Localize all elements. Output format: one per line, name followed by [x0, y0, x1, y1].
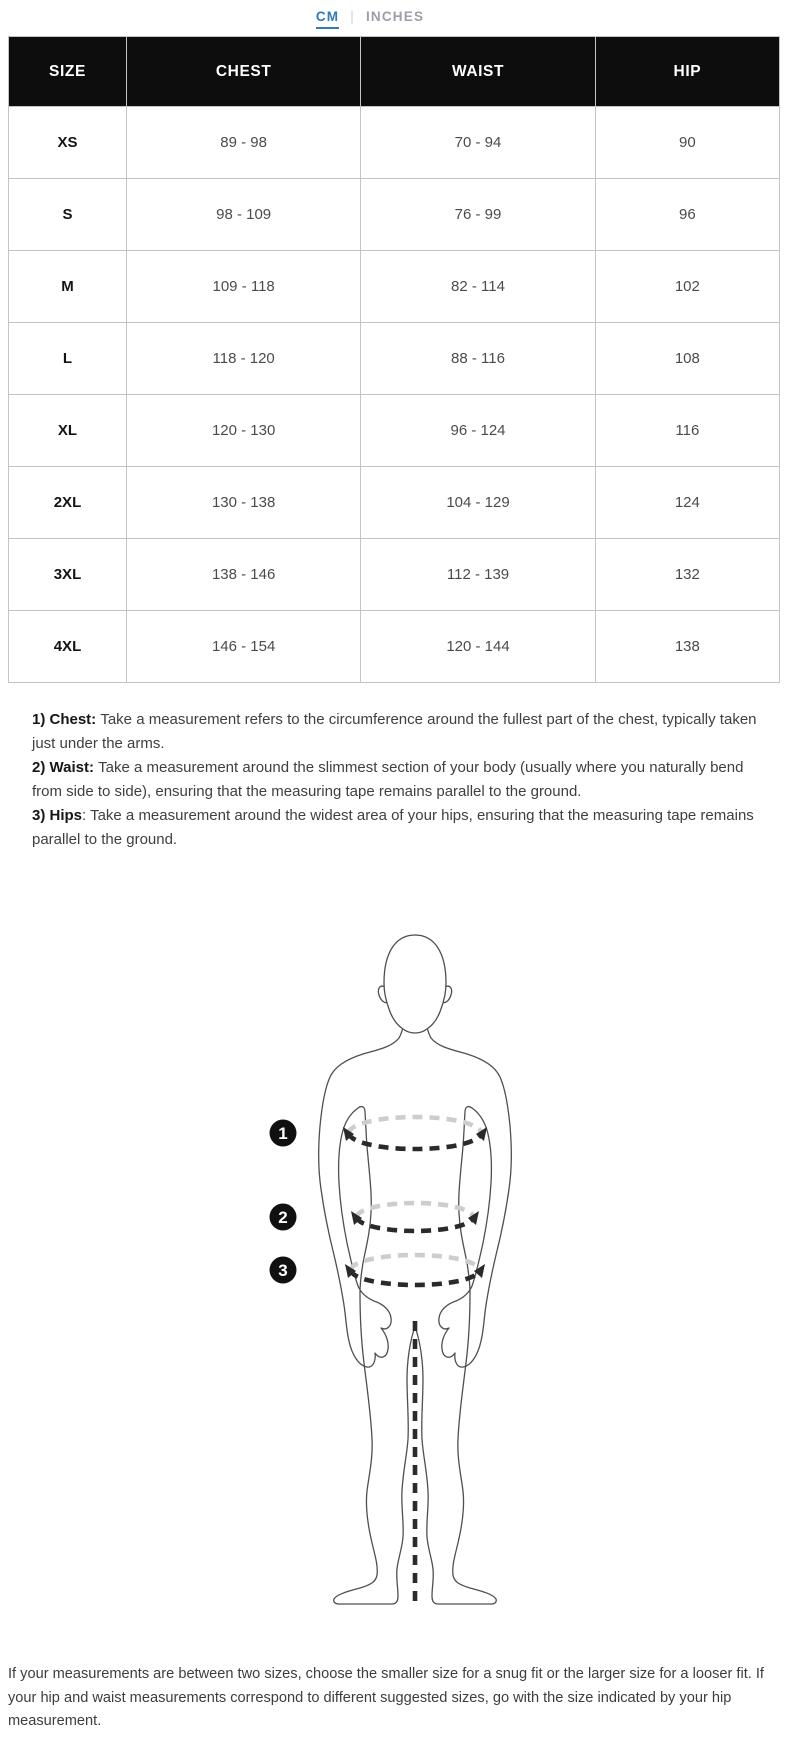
- hip-cell: 108: [595, 323, 779, 395]
- header-waist: WAIST: [361, 37, 595, 107]
- instruction-hips-text: : Take a measurement around the widest area of your hips, ensuring that the measuring tape remains parallel to the ground.: [32, 807, 754, 848]
- hip-ellipse-front: [351, 1270, 479, 1285]
- size-cell: 3XL: [9, 539, 127, 611]
- waist-cell: 70 - 94: [361, 107, 595, 179]
- table-row-s: [9, 179, 780, 251]
- table-row-2xl: [9, 467, 780, 539]
- waist-cell: 112 - 139: [361, 539, 595, 611]
- sizing-advice-note: If your measurements are between two sizes, choose the smaller size for a snug fit or the larger size for a looser fit. If your hip and waist measurements correspond to different suggested sizes, go with the size indicated by your hip measurement.: [8, 1666, 764, 1729]
- waist-cell: 96 - 124: [361, 395, 595, 467]
- unit-toggle: [0, 0, 764, 29]
- table-row-3xl: [9, 539, 780, 611]
- tab-separator: |: [350, 9, 355, 24]
- waist-ellipse-front: [357, 1217, 473, 1231]
- header-hip: HIP: [595, 37, 779, 107]
- instruction-hips-label: 3) Hips: [32, 807, 83, 824]
- instruction-chest-text: Take a measurement refers to the circumference around the fullest part of the chest, typically taken just under the arms.: [32, 711, 757, 752]
- hip-cell: 102: [595, 251, 779, 323]
- table-row-4xl: [9, 611, 780, 683]
- waist-marker-number: 2: [278, 1208, 288, 1227]
- waist-cell: 76 - 99: [361, 179, 595, 251]
- chest-cell: 120 - 130: [126, 395, 360, 467]
- size-cell: 4XL: [9, 611, 127, 683]
- tab-inches[interactable]: INCHES: [365, 9, 425, 24]
- size-table-header: [9, 37, 780, 107]
- size-cell: 2XL: [9, 467, 127, 539]
- size-cell: XL: [9, 395, 127, 467]
- size-cell: S: [9, 179, 127, 251]
- chest-cell: 130 - 138: [126, 467, 360, 539]
- measurement-instructions: [32, 708, 762, 852]
- chest-marker-number: 1: [278, 1124, 288, 1143]
- waist-ellipse-back: [357, 1203, 473, 1217]
- instruction-chest: [32, 708, 762, 756]
- instruction-chest-label: 1) Chest:: [32, 711, 101, 728]
- waist-cell: 88 - 116: [361, 323, 595, 395]
- header-row: [9, 37, 780, 107]
- size-table: [8, 36, 780, 683]
- hip-cell: 116: [595, 395, 779, 467]
- size-cell: XS: [9, 107, 127, 179]
- instruction-waist: [32, 756, 762, 804]
- table-row-xl: [9, 395, 780, 467]
- instruction-waist-text: Take a measurement around the slimmest section of your body (usually where you naturally bend from side to side), ensuring that the measuring tape remains parallel to the ground.: [32, 759, 744, 800]
- chest-cell: 146 - 154: [126, 611, 360, 683]
- header-chest: CHEST: [126, 37, 360, 107]
- body-measurement-diagram: [200, 890, 630, 1620]
- chest-ellipse-front: [349, 1133, 481, 1149]
- hip-cell: 138: [595, 611, 779, 683]
- body-outline-figure: [200, 890, 630, 1620]
- waist-cell: 120 - 144: [361, 611, 595, 683]
- instruction-hips: [32, 804, 762, 852]
- chest-cell: 98 - 109: [126, 179, 360, 251]
- tab-cm[interactable]: CM: [316, 9, 339, 29]
- hip-ellipse-back: [351, 1255, 479, 1270]
- marker-badges: [270, 1120, 297, 1284]
- size-cell: M: [9, 251, 127, 323]
- hip-cell: 90: [595, 107, 779, 179]
- table-row-l: [9, 323, 780, 395]
- table-row-m: [9, 251, 780, 323]
- instruction-waist-label: 2) Waist:: [32, 759, 99, 776]
- chest-ellipse-back: [349, 1117, 481, 1133]
- hip-cell: 124: [595, 467, 779, 539]
- size-table-body: [9, 107, 780, 683]
- header-size: SIZE: [9, 37, 127, 107]
- waist-cell: 82 - 114: [361, 251, 595, 323]
- chest-cell: 118 - 120: [126, 323, 360, 395]
- head-outline: [384, 935, 446, 1033]
- hip-cell: 96: [595, 179, 779, 251]
- chest-cell: 138 - 146: [126, 539, 360, 611]
- hips-marker-number: 3: [278, 1261, 288, 1280]
- chest-cell: 109 - 118: [126, 251, 360, 323]
- table-row-xs: [9, 107, 780, 179]
- hip-cell: 132: [595, 539, 779, 611]
- waist-cell: 104 - 129: [361, 467, 595, 539]
- size-cell: L: [9, 323, 127, 395]
- chest-cell: 89 - 98: [126, 107, 360, 179]
